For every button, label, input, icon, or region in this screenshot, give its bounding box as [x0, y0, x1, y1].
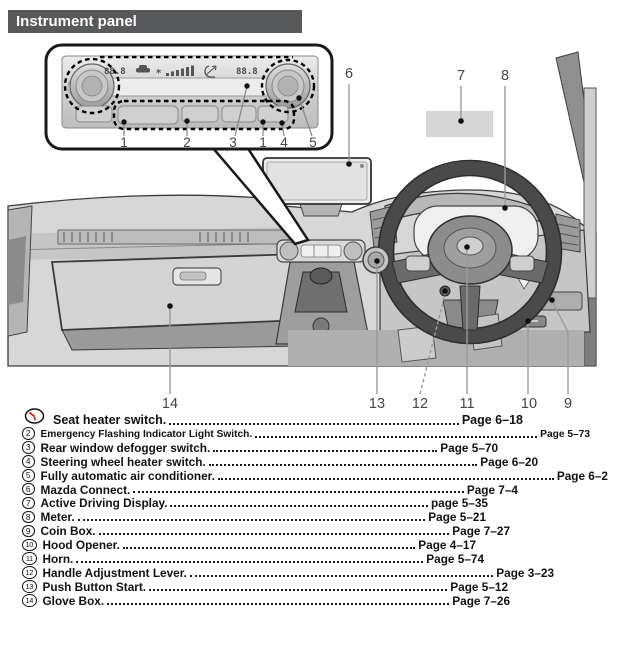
legend-item-14	[22, 593, 510, 607]
item-number: 5	[22, 469, 35, 482]
legend-label: Mazda Connect.	[40, 482, 131, 497]
legend-label: Horn.	[42, 552, 74, 567]
legend-item-10	[22, 538, 476, 552]
steering-switches-left	[406, 256, 430, 271]
callout-5: 5	[309, 135, 317, 150]
dot-leader	[99, 533, 450, 535]
item-number: 6	[22, 483, 35, 496]
legend-label: Handle Adjustment Lever.	[42, 565, 187, 580]
callout-6: 6	[344, 66, 354, 82]
steering-switches-right	[510, 256, 534, 271]
section-header-bar	[8, 10, 302, 33]
callout-9: 9	[563, 396, 573, 412]
legend-item-8	[22, 510, 486, 524]
glove-box	[52, 254, 303, 350]
item-number: 13	[22, 580, 37, 593]
dot-leader	[149, 589, 447, 591]
legend-item-3	[22, 440, 498, 454]
legend-item-7	[22, 496, 488, 510]
climate-panel-inset	[46, 45, 332, 150]
page-ref: Page 6–2	[556, 468, 608, 483]
instrument-panel-diagram	[0, 40, 632, 412]
dot-leader	[107, 603, 449, 605]
legend-label: Fully automatic air conditioner.	[40, 468, 215, 483]
page-ref: Page 5–21	[428, 510, 486, 525]
gear-shifter	[310, 268, 332, 284]
callout-1b: 1	[259, 135, 267, 150]
legend-item-2	[22, 427, 590, 440]
callout-1a: 1	[120, 135, 128, 150]
clock-icon	[24, 408, 45, 427]
item-number: 11	[22, 552, 37, 565]
page-ref: Page 5–74	[426, 552, 484, 567]
page-ref: page 5–35	[430, 496, 488, 511]
legend-item-13	[22, 579, 508, 593]
legend-label: Coin Box.	[40, 524, 96, 539]
dot-leader	[218, 478, 554, 480]
dot-leader	[76, 561, 423, 563]
page-ref: Page 5–70	[440, 440, 498, 455]
legend-label: Seat heater switch.	[53, 412, 167, 427]
item-number: 12	[22, 566, 37, 579]
page-ref: Page 6–18	[461, 412, 523, 427]
legend-list	[22, 411, 622, 607]
page-title: Instrument panel	[16, 13, 137, 30]
legend-label: Steering wheel heater switch.	[40, 454, 206, 469]
callout-4: 4	[280, 135, 288, 150]
callout-7: 7	[456, 68, 466, 84]
page-ref: Page 4–17	[418, 538, 476, 553]
item-number: 7	[22, 497, 35, 510]
page-ref: Page 6–20	[480, 454, 538, 469]
item-number: 9	[22, 525, 35, 538]
legend-item-4	[22, 454, 538, 468]
item-number: 2	[22, 427, 35, 440]
callout-10: 10	[520, 396, 538, 412]
legend-label: Rear window defogger switch.	[40, 440, 211, 455]
dot-leader	[123, 547, 415, 549]
legend-label: Meter.	[40, 510, 75, 525]
dot-leader	[213, 450, 437, 452]
dot-leader	[169, 423, 459, 425]
legend-label: Push Button Start.	[42, 579, 147, 594]
legend-label: Active Driving Display.	[40, 496, 168, 511]
legend-item-11	[22, 552, 484, 566]
temp-display-right: 88.8	[236, 67, 258, 77]
dashboard-illustration	[0, 40, 632, 412]
page-ref: Page 7–27	[452, 524, 510, 539]
page-ref: Page 5–73	[540, 428, 590, 440]
page-ref: Page 5–12	[450, 579, 508, 594]
callout-11: 11	[459, 396, 475, 412]
callout-12: 12	[411, 396, 429, 412]
item-number: 10	[22, 539, 37, 552]
legend-item-5	[22, 468, 608, 482]
item-number: 4	[22, 455, 35, 468]
legend-label: Hood Opener.	[42, 538, 120, 553]
item-number: 3	[22, 441, 35, 454]
legend-label: Glove Box.	[42, 593, 105, 608]
dot-leader	[190, 575, 493, 577]
callout-8: 8	[500, 68, 510, 84]
page-ref: Page 7–4	[466, 482, 518, 497]
dot-leader	[133, 491, 464, 493]
legend-item-1	[22, 411, 523, 427]
dot-leader	[170, 505, 427, 507]
page-ref: Page 7–26	[452, 593, 510, 608]
callout-3: 3	[229, 135, 237, 150]
callout-13: 13	[368, 396, 386, 412]
item-number: 14	[22, 594, 37, 607]
legend-label: Emergency Flashing Indicator Light Switch.	[40, 428, 253, 440]
callout-2: 2	[183, 135, 191, 150]
dash-vent-strip	[58, 230, 302, 244]
svg-text:*: *	[156, 68, 162, 79]
active-driving-display	[426, 111, 493, 137]
climate-control-panel	[277, 240, 365, 262]
item-number: 8	[22, 511, 35, 524]
dot-leader	[209, 464, 478, 466]
page-ref: Page 3–23	[496, 565, 554, 580]
dot-leader	[255, 436, 537, 438]
legend-item-12	[22, 565, 554, 579]
dot-leader	[78, 519, 426, 521]
temp-display-left: 88.8	[104, 67, 126, 77]
legend-item-6	[22, 482, 518, 496]
legend-item-9	[22, 524, 510, 538]
callout-14: 14	[161, 396, 179, 412]
